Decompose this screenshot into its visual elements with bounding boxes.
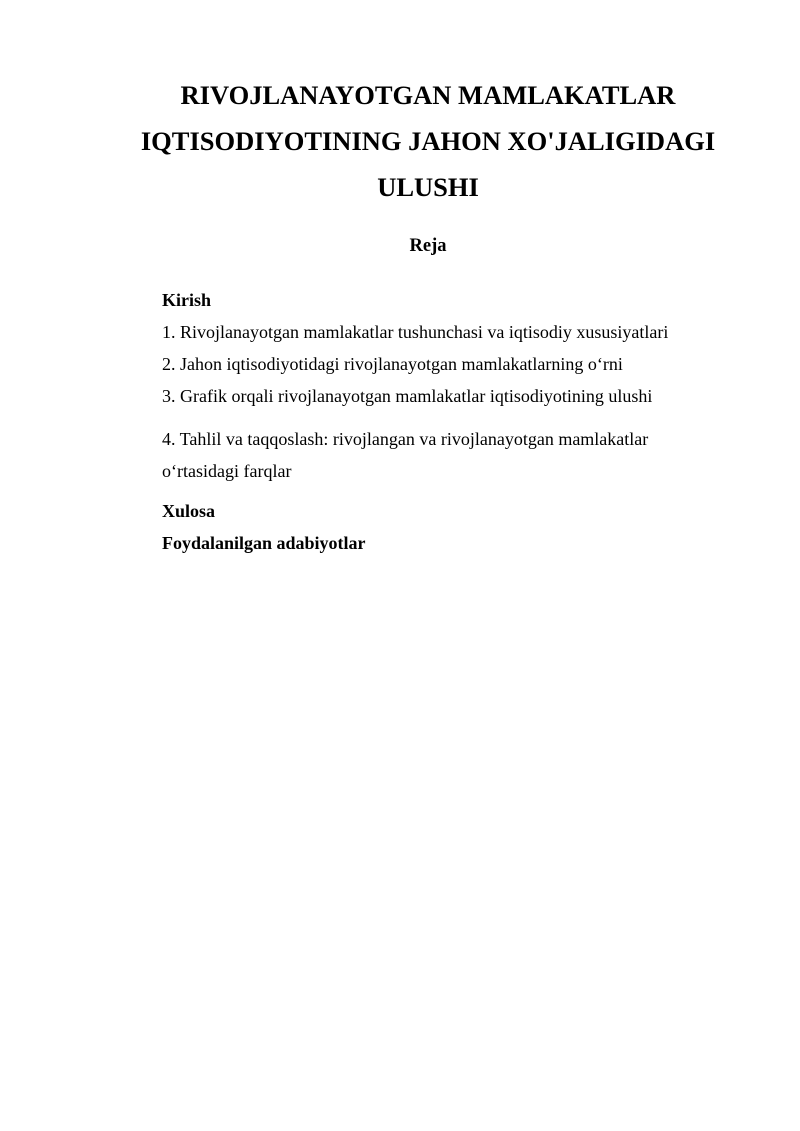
- plan-item-1: 1. Rivojlanayotgan mamlakatlar tushunchasi va iqtisodiy xususiyatlari: [162, 322, 669, 342]
- references-heading: Foydalanilgan adabiyotlar: [162, 533, 366, 553]
- title-line: IQTISODIYOTINING JAHON XO'JALIGIDAGI: [140, 126, 716, 156]
- document-title: [100, 72, 756, 210]
- title-line: RIVOJLANAYOTGAN MAMLAKATLAR: [180, 80, 676, 110]
- plan-heading: Reja: [409, 236, 447, 256]
- intro-heading: Kirish: [162, 290, 212, 310]
- plan-item-2: 2. Jahon iqtisodiyotidagi rivojlanayotgan mamlakatlarning o‘rni: [162, 354, 623, 374]
- plan-item-4-line-1: 4. Tahlil va taqqoslash: rivojlangan va rivojlanayotgan mamlakatlar: [162, 429, 649, 449]
- title-line: ULUSHI: [377, 172, 479, 202]
- conclusion-heading: Xulosa: [162, 501, 216, 521]
- plan-item-4-line-2: o‘rtasidagi farqlar: [162, 461, 292, 481]
- plan-outline: [162, 284, 742, 559]
- plan-item-3: 3. Grafik orqali rivojlanayotgan mamlakatlar iqtisodiyotining ulushi: [162, 386, 653, 406]
